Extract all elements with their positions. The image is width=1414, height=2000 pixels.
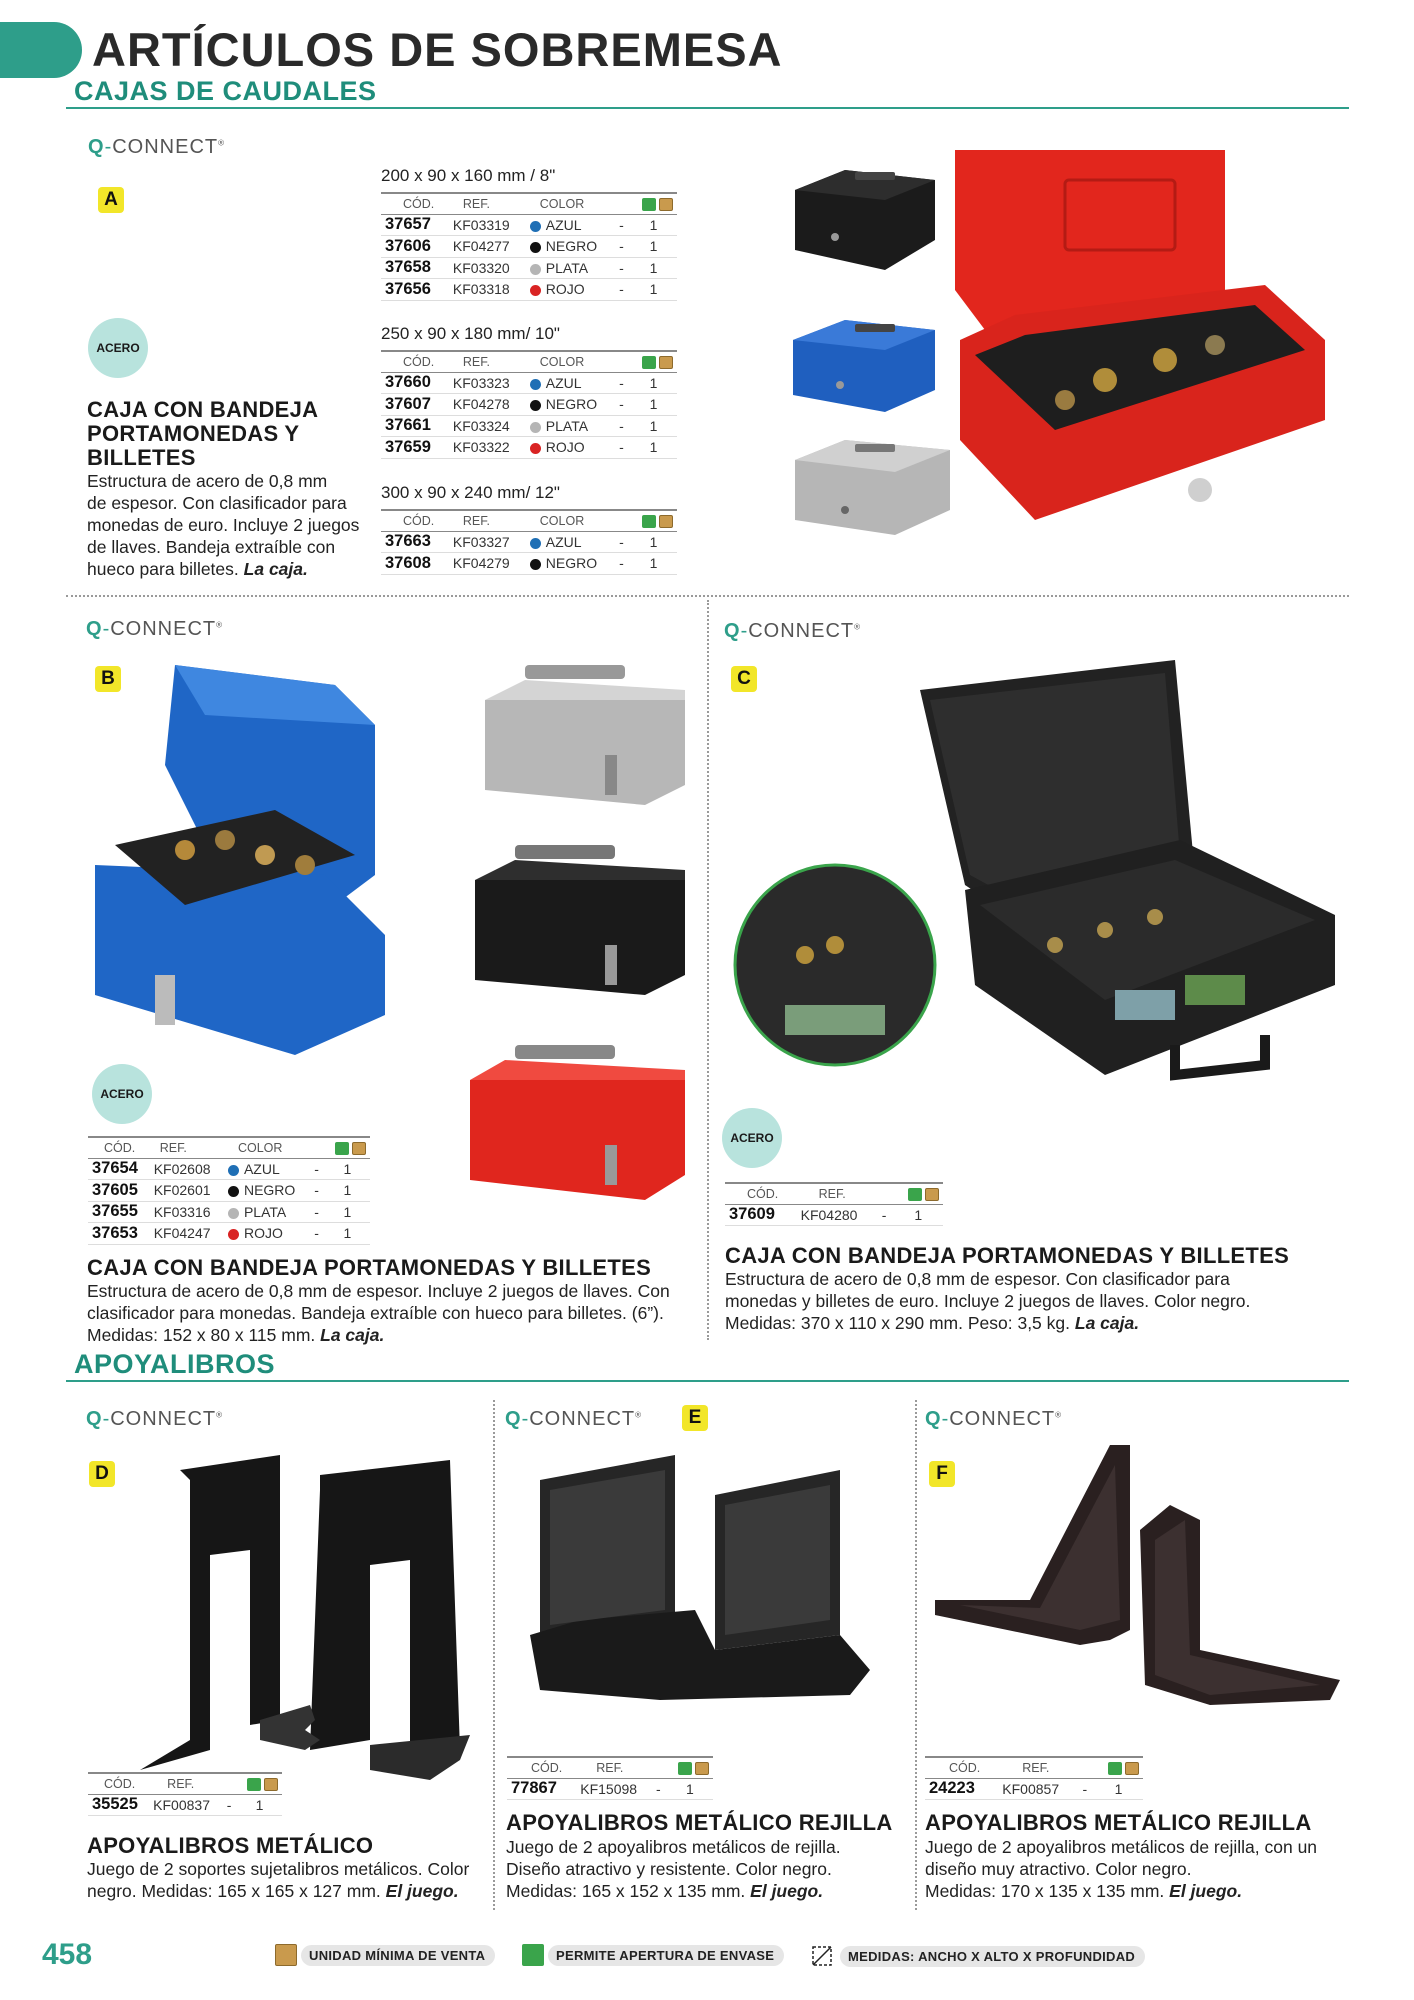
section-rule: [66, 107, 1349, 109]
red-small-cash-box-image: [470, 1045, 685, 1200]
blue-cash-box-image: [793, 320, 935, 412]
brand-logo: Q-CONNECT®: [86, 1408, 224, 1430]
size-label: 300 x 90 x 240 mm/ 12": [381, 483, 560, 502]
product-letter-d: D: [89, 1461, 115, 1487]
product-letter-a: A: [98, 187, 124, 213]
product-letter-e: E: [682, 1405, 708, 1431]
product-c-description: Estructura de acero de 0,8 mm de espesor. Con clasificador para monedas y billetes de euro. Incluye 2 juegos de llaves. Color negro. Medidas: 370 x 110 x 290 mm. Peso: 3,5 kg. La caja.: [725, 1269, 1251, 1333]
bookend-e-illustration: [520, 1450, 900, 1740]
table-row: 37659 KF03322 ROJO - 1: [381, 437, 677, 459]
open-package-icon: [642, 515, 656, 528]
open-package-icon: [642, 198, 656, 211]
table-row: 37657 KF03319 AZUL - 1: [381, 214, 677, 236]
divider: [493, 1400, 495, 1910]
min-unit-icon: [352, 1142, 366, 1155]
brand-logo: Q-CONNECT®: [925, 1408, 1063, 1430]
table-row: 37656 KF03318 ROJO - 1: [381, 279, 677, 301]
product-d-description: Juego de 2 soportes sujetalibros metálicos. Color negro. Medidas: 165 x 165 x 127 mm. El juego.: [87, 1859, 470, 1901]
min-unit-icon: [1125, 1762, 1139, 1775]
product-e-title: APOYALIBROS METÁLICO REJILLA: [506, 1810, 893, 1835]
silver-cash-box-image: [795, 440, 950, 535]
cash-box-group-illustration: [785, 140, 1345, 570]
red-cash-box-image: [955, 150, 1325, 520]
legend-dimensions: MEDIDAS: ANCHO X ALTO X PROFUNDIDAD: [810, 1944, 1145, 1968]
product-f-description: Juego de 2 apoyalibros metálicos de rejilla, con un diseño muy atractivo. Color negro. Medidas: 170 x 135 x 135 mm. El juego.: [925, 1837, 1318, 1901]
open-package-icon: [908, 1188, 922, 1201]
table-row: 37655 KF03316 PLATA - 1: [88, 1201, 370, 1223]
table-row: 35525 KF00837 - 1: [88, 1794, 282, 1816]
size-label: 250 x 90 x 180 mm/ 10": [381, 324, 560, 343]
silver-small-cash-box-image: [485, 665, 685, 805]
divider: [915, 1400, 917, 1910]
brand-logo: Q-CONNECT®: [505, 1408, 643, 1430]
product-d-title: APOYALIBROS METÁLICO: [87, 1833, 374, 1858]
page-number: 458: [42, 1938, 93, 1971]
product-a-table-12: 300 x 90 x 240 mm/ 12" CÓD. REF. COLOR 37663 KF03327 AZUL - 1 37608 KF04279 NEGRO - 1: [381, 483, 677, 575]
brand-logo: Q-CONNECT®: [88, 136, 226, 158]
product-e-table: CÓD. REF. 77867 KF15098 - 1: [507, 1756, 713, 1800]
brand-logo: Q-CONNECT®: [86, 618, 224, 640]
black-small-cash-box-image: [475, 845, 685, 995]
black-cash-box-image: [795, 170, 935, 270]
table-row: 37607 KF04278 NEGRO - 1: [381, 394, 677, 416]
product-letter-b: B: [95, 666, 121, 692]
product-f-table: CÓD. REF. 24223 KF00857 - 1: [925, 1756, 1143, 1800]
table-row: 24223 KF00857 - 1: [925, 1778, 1143, 1800]
legend-min-unit: UNIDAD MÍNIMA DE VENTA: [275, 1944, 495, 1966]
bookend-f-illustration: [930, 1440, 1350, 1730]
product-b-title: CAJA CON BANDEJA PORTAMONEDAS Y BILLETES: [87, 1255, 652, 1280]
product-e-description: Juego de 2 apoyalibros metálicos de rejilla. Diseño atractivo y resistente. Color negro. Medidas: 165 x 152 x 135 mm. El juego.: [506, 1837, 841, 1901]
min-unit-icon: [695, 1762, 709, 1775]
table-row: 37608 KF04279 NEGRO - 1: [381, 553, 677, 575]
product-d-table: CÓD. REF. 35525 KF00837 - 1: [88, 1772, 282, 1816]
table-row: 77867 KF15098 - 1: [507, 1778, 713, 1800]
section-title-cajas: CAJAS DE CAUDALES: [74, 76, 377, 106]
brand-logo: Q-CONNECT®: [724, 620, 862, 642]
product-c-title: CAJA CON BANDEJA PORTAMONEDAS Y BILLETES: [725, 1243, 1290, 1268]
section-rule: [66, 1380, 1349, 1382]
product-letter-c: C: [731, 666, 757, 692]
acero-badge: ACERO: [722, 1108, 782, 1168]
size-label: 200 x 90 x 160 mm / 8": [381, 166, 556, 185]
black-mesh-bookend-image: [530, 1455, 870, 1700]
section-title-apoyalibros: APOYALIBROS: [74, 1349, 276, 1379]
table-row: 37605 KF02601 NEGRO - 1: [88, 1180, 370, 1202]
page-title: ARTÍCULOS DE SOBREMESA: [92, 23, 783, 76]
min-unit-icon: [659, 198, 673, 211]
open-package-icon: [335, 1142, 349, 1155]
product-b-table: CÓD. REF. COLOR 37654 KF02608 AZUL - 1 37605 KF02601 NEGRO - 1 37655 KF03316 PLATA - 1 37653 KF04247 ROJO - 1: [88, 1136, 370, 1245]
acero-badge: ACERO: [92, 1064, 152, 1124]
tray-zoom-image: [735, 865, 935, 1065]
table-row: 37654 KF02608 AZUL - 1: [88, 1158, 370, 1180]
dimensions-icon: [810, 1944, 834, 1968]
min-unit-icon: [925, 1188, 939, 1201]
min-unit-icon: [659, 515, 673, 528]
table-row: 37660 KF03323 AZUL - 1: [381, 372, 677, 394]
mesh-bookend-diagonal-image: [935, 1445, 1340, 1705]
table-row: 37653 KF04247 ROJO - 1: [88, 1223, 370, 1245]
product-f-title: APOYALIBROS METÁLICO REJILLA: [925, 1810, 1312, 1835]
table-row: 37661 KF03324 PLATA - 1: [381, 415, 677, 437]
cash-box-b-illustration: [85, 655, 695, 1215]
cash-box-c-illustration: [725, 655, 1340, 1095]
blue-open-cash-box-image: [95, 665, 385, 1055]
open-package-icon: [678, 1762, 692, 1775]
product-letter-f: F: [929, 1461, 955, 1487]
product-b-description: Estructura de acero de 0,8 mm de espesor. Incluye 2 juegos de llaves. Con clasificador para monedas. Bandeja extraíble con hueco para billetes. (6”). Medidas: 152 x 80 x 115 mm. La caja.: [87, 1281, 670, 1345]
table-row: 37606 KF04277 NEGRO - 1: [381, 236, 677, 258]
product-a-title: CAJA CON BANDEJA PORTAMONEDAS Y BILLETES: [87, 397, 319, 470]
table-row: 37663 KF03327 AZUL - 1: [381, 531, 677, 553]
acero-badge: ACERO: [88, 318, 148, 378]
product-a-table-10: 250 x 90 x 180 mm/ 10" CÓD. REF. COLOR 37660 KF03323 AZUL - 1 37607 KF04278 NEGRO - 1 37661 KF03324 PLATA - 1 37659 KF03322 ROJO - 1: [381, 324, 677, 459]
black-bookend-image: [140, 1455, 470, 1780]
product-a-description: Estructura de acero de 0,8 mm de espesor. Con clasificador para monedas de euro. Incluye 2 juegos de llaves. Bandeja extraíble con hueco para billetes. La caja.: [87, 471, 360, 579]
open-package-icon: [642, 356, 656, 369]
open-package-icon: [522, 1944, 544, 1966]
min-unit-icon: [264, 1778, 278, 1791]
header-tab: [0, 22, 82, 78]
table-row: 37658 KF03320 PLATA - 1: [381, 257, 677, 279]
open-package-icon: [1108, 1762, 1122, 1775]
divider: [66, 595, 1349, 597]
legend-open-package: PERMITE APERTURA DE ENVASE: [522, 1944, 784, 1966]
bookend-d-illustration: [130, 1450, 480, 1780]
product-c-table: CÓD. REF. 37609 KF04280 - 1: [725, 1182, 943, 1226]
table-row: 37609 KF04280 - 1: [725, 1204, 943, 1226]
divider: [707, 600, 709, 1340]
min-unit-icon: [659, 356, 673, 369]
black-large-cash-box-image: [920, 660, 1335, 1075]
min-unit-icon: [275, 1944, 297, 1966]
open-package-icon: [247, 1778, 261, 1791]
product-a-table-8: 200 x 90 x 160 mm / 8" CÓD. REF. COLOR 37657 KF03319 AZUL - 1 37606 KF04277 NEGRO - 1 37658 KF03320 PLATA - 1 37656 KF03318 ROJO - 1: [381, 166, 677, 301]
